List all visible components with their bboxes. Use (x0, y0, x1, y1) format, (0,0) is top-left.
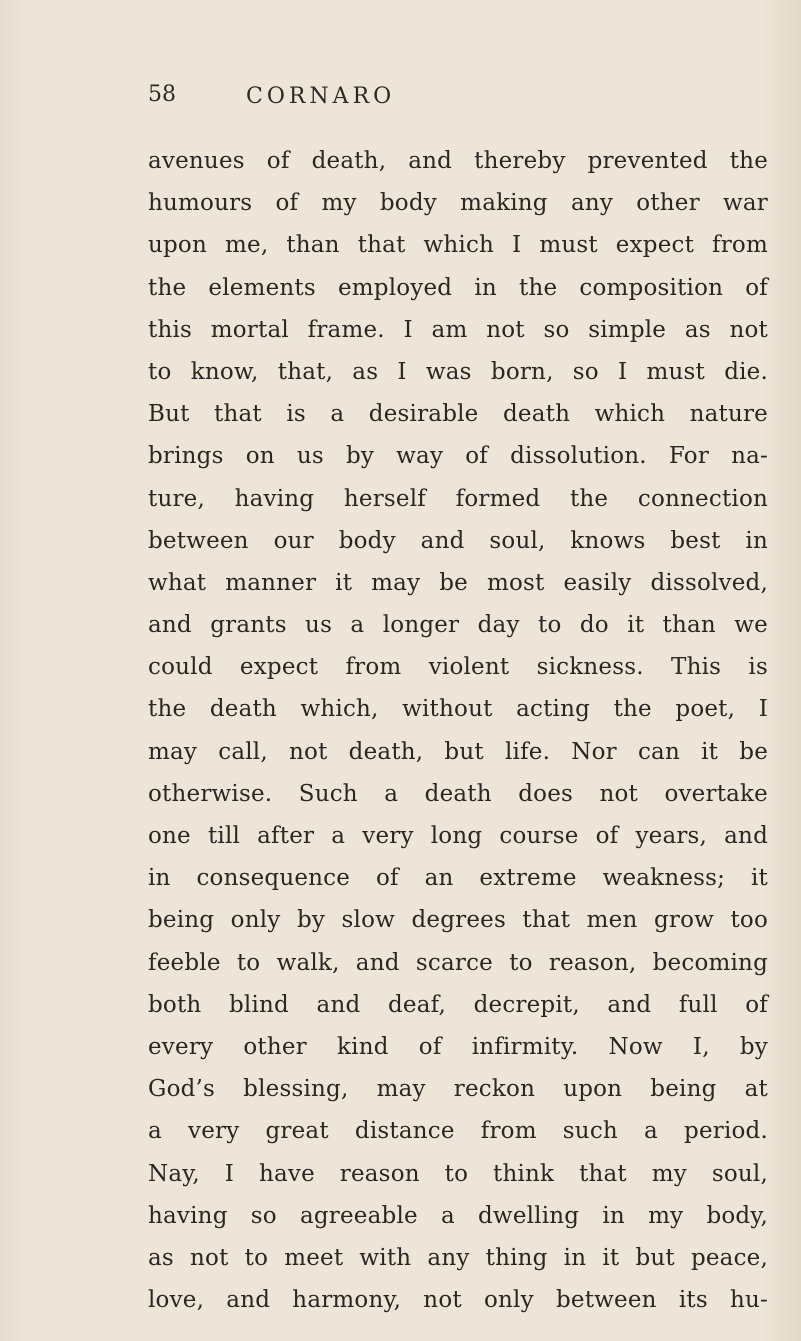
text-line: ture, having herself formed the connection (148, 485, 768, 512)
text-line: being only by slow degrees that men grow too (148, 907, 768, 934)
text-line: love, and harmony, not only between its hu- (148, 1287, 768, 1314)
text-line: upon me, than that which I must expect from (148, 232, 768, 259)
text-line: and grants us a longer day to do it than we (148, 612, 768, 639)
text-line: may call, not death, but life. Nor can it be (148, 738, 768, 765)
text-line: to know, that, as I was born, so I must die. (148, 358, 768, 385)
text-line: a very great distance from such a period. (148, 1118, 768, 1145)
text-line: having so agreeable a dwelling in my body, (148, 1202, 768, 1229)
body-text (148, 140, 768, 1321)
text-line: as not to meet with any thing in it but peace, (148, 1244, 768, 1271)
text-line: this mortal frame. I am not so simple as not (148, 316, 768, 343)
text-line: every other kind of infirmity. Now I, by (148, 1033, 768, 1060)
text-line: brings on us by way of dissolution. For na- (148, 443, 768, 470)
running-head (148, 82, 768, 122)
text-line: feeble to walk, and scarce to reason, becoming (148, 949, 768, 976)
text-line: one till after a very long course of years, and (148, 823, 768, 849)
running-title: CORNARO (246, 84, 396, 109)
text-line: But that is a desirable death which nature (148, 401, 768, 428)
text-line: what manner it may be most easily dissolved, (148, 569, 768, 596)
text-line: between our body and soul, knows best in (148, 527, 768, 554)
text-line: Nay, I have reason to think that my soul, (148, 1160, 768, 1187)
text-line: both blind and deaf, decrepit, and full of (148, 991, 768, 1018)
text-line: the elements employed in the composition of (148, 274, 768, 301)
text-line: otherwise. Such a death does not overtake (148, 780, 768, 807)
text-line: avenues of death, and thereby prevented the (148, 148, 768, 174)
text-line: God’s blessing, may reckon upon being at (148, 1076, 768, 1103)
text-line: in consequence of an extreme weakness; it (148, 865, 768, 892)
page-number: 58 (148, 82, 176, 107)
text-line: could expect from violent sickness. This is (148, 654, 768, 681)
text-line: the death which, without acting the poet, I (148, 696, 768, 723)
text-line: humours of my body making any other war (148, 190, 768, 217)
